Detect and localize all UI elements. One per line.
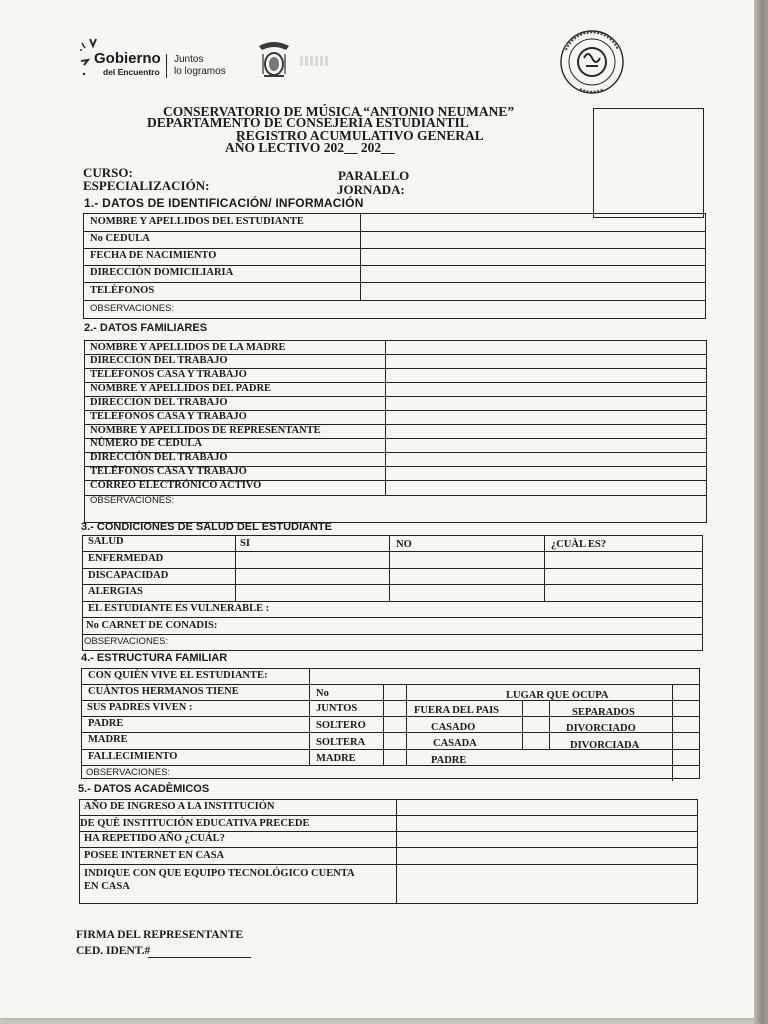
gov-sub: del Encuentro	[103, 67, 160, 77]
conservatorio-seal-icon	[558, 28, 626, 96]
s2-row: DIRECCIÒN DEL TRABAJO	[90, 452, 228, 463]
s3-observations: OBSERVACIONES:	[84, 636, 169, 647]
s3-header-cual: ¿CUÀL ES?	[551, 539, 607, 550]
s2-row: TELÉFONOS CASA Y TRABAJO	[90, 466, 247, 477]
s3-conadis: No CARNET DE CONADIS:	[86, 620, 218, 631]
title-line1: CONSERVATORIO DE MÚSICA “ANTONIO NEUMANE”	[163, 104, 515, 119]
s3-vulnerable: EL ESTUDIANTE ES VULNERABLE :	[88, 603, 270, 614]
title-line3: REGISTRO ACUMULATIVO GENERAL	[236, 128, 484, 143]
section1-table	[83, 213, 706, 319]
s1-observations: OBSERVACIONES:	[90, 303, 175, 314]
ced-ident: CED. IDENT.#	[76, 945, 151, 957]
gov-name: Gobierno	[94, 50, 161, 67]
s4-divorciada: DIVORCIADA	[570, 740, 640, 751]
section5-title: 5.- DATOS ACADÈMICOS	[78, 783, 210, 795]
s4-soltero: SOLTERO	[316, 720, 366, 731]
page-edge	[754, 0, 768, 1024]
s4-fallecimiento: FALLECIMIENTO	[88, 751, 178, 762]
photo-box	[593, 108, 704, 218]
s2-row: TELÉFONOS CASA Y TRABAJO	[90, 369, 247, 380]
s2-row: CORREO ELECTRÓNICO ACTIVO	[90, 480, 262, 491]
s4-con-quien: CON QUIÈN VIVE EL ESTUDIANTE:	[88, 670, 268, 681]
logo-divider	[166, 54, 167, 78]
faded-ministry-text	[300, 56, 330, 66]
s2-row: NOMBRE Y APELLIDOS DEL PADRE	[90, 383, 272, 394]
s4-observations: OBSERVACIONES:	[86, 767, 171, 778]
section4-title: 4.- ESTRUCTURA FAMILIAR	[81, 652, 228, 664]
s4-fuera: FUERA DEL PAIS	[414, 705, 499, 716]
s5-row-repetido: HA REPETIDO AÑO ¿CUÁL?	[84, 833, 225, 844]
s4-padre: PADRE	[88, 718, 124, 729]
s3-header-no: NO	[396, 539, 412, 550]
s2-row: NÙMERO DE CEDULA	[90, 438, 203, 449]
title-line4: AÑO LECTIVO 202__ 202__	[225, 140, 395, 155]
s5-row-equipo-2: EN CASA	[84, 881, 130, 892]
slogan-line2: lo logramos	[174, 66, 226, 77]
s5-row-ingreso: AÑO DE INGRESO A LA INSTITUCIÓN	[84, 801, 275, 812]
s2-row: NOMBRE Y APELLIDOS DE REPRESENTANTE	[90, 425, 321, 436]
s4-madre2: MADRE	[316, 753, 356, 764]
gobierno-logo	[78, 36, 238, 80]
s4-madre: MADRE	[88, 734, 128, 745]
s5-row-internet: POSEE INTERNET EN CASA	[84, 850, 225, 861]
s4-casado: CASADO	[431, 722, 476, 733]
section1-title: 1.- DATOS DE IDENTIFICACIÓN/ INFORMACIÓN	[84, 196, 364, 210]
paralelo-label: PARALELO	[338, 168, 410, 183]
s4-casada: CASADA	[433, 738, 477, 749]
s3-header-salud: SALUD	[88, 536, 124, 547]
s1-row-address: DIRECCIÒN DOMICILIARIA	[90, 267, 234, 278]
curso-label: CURSO:	[83, 165, 133, 180]
s2-observations: OBSERVACIONES:	[90, 495, 175, 506]
s2-row: NOMBRE Y APELLIDOS DE LA MADRE	[90, 342, 286, 353]
s4-juntos: JUNTOS	[316, 703, 358, 714]
s4-divorciado: DIVORCIADO	[566, 723, 636, 734]
s4-hermanos: CUÀNTOS HERMANOS TIENE	[88, 686, 239, 697]
jornada-label: JORNADA:	[337, 182, 405, 197]
s4-padre2: PADRE	[431, 755, 467, 766]
s2-row: TELÉFONOS CASA Y TRABAJO	[90, 411, 247, 422]
ecuador-coat-of-arms-icon	[256, 40, 292, 82]
s1-row-phones: TELÈFONOS	[90, 285, 155, 296]
slogan-line1: Juntos	[174, 54, 204, 65]
ced-ident-line	[148, 957, 251, 958]
s2-row: DIRECCIÒN DEL TRABAJO	[90, 397, 228, 408]
s5-row-equipo-1: INDIQUE CON QUE EQUIPO TECNOLÓGICO CUENTA	[84, 868, 355, 879]
s4-separados: SEPARADOS	[572, 707, 635, 718]
s4-no: No	[316, 688, 329, 699]
s3-row-discapacidad: DISCAPACIDAD	[88, 570, 169, 581]
firma-representante: FIRMA DEL REPRESENTANTE	[76, 929, 244, 941]
s3-row-enfermedad: ENFERMEDAD	[88, 553, 164, 564]
title-line2: DEPARTAMENTO DE CONSEJERÍA ESTUDIANTIL	[147, 115, 469, 130]
especializacion-label: ESPECIALIZACIÓN:	[83, 178, 210, 193]
s1-row-name: NOMBRE Y APELLIDOS DEL ESTUDIANTE	[90, 216, 304, 227]
s4-padres-viven: SUS PADRES VIVEN :	[87, 702, 193, 713]
s2-row: DIRECCIÓN DEL TRABAJO	[90, 355, 228, 366]
table-row-divider	[84, 495, 707, 496]
section2-title: 2.- DATOS FAMILIARES	[84, 322, 208, 334]
section3-title: 3.- CONDICIONES DE SALUD DEL ESTUDIANTE	[81, 521, 332, 533]
s5-row-precede: DE QUÈ INSTITUCIÓN EDUCATIVA PRECEDE	[80, 818, 310, 829]
s1-row-cedula: No CEDULA	[90, 233, 150, 244]
s4-soltera: SOLTERA	[316, 737, 366, 748]
s3-row-alergias: ALERGIAS	[88, 586, 143, 597]
s3-header-si: SI	[240, 538, 250, 549]
s4-lugar: LUGAR QUE OCUPA	[506, 690, 609, 701]
s1-row-birth: FECHA DE NACIMIENTO	[90, 250, 217, 261]
